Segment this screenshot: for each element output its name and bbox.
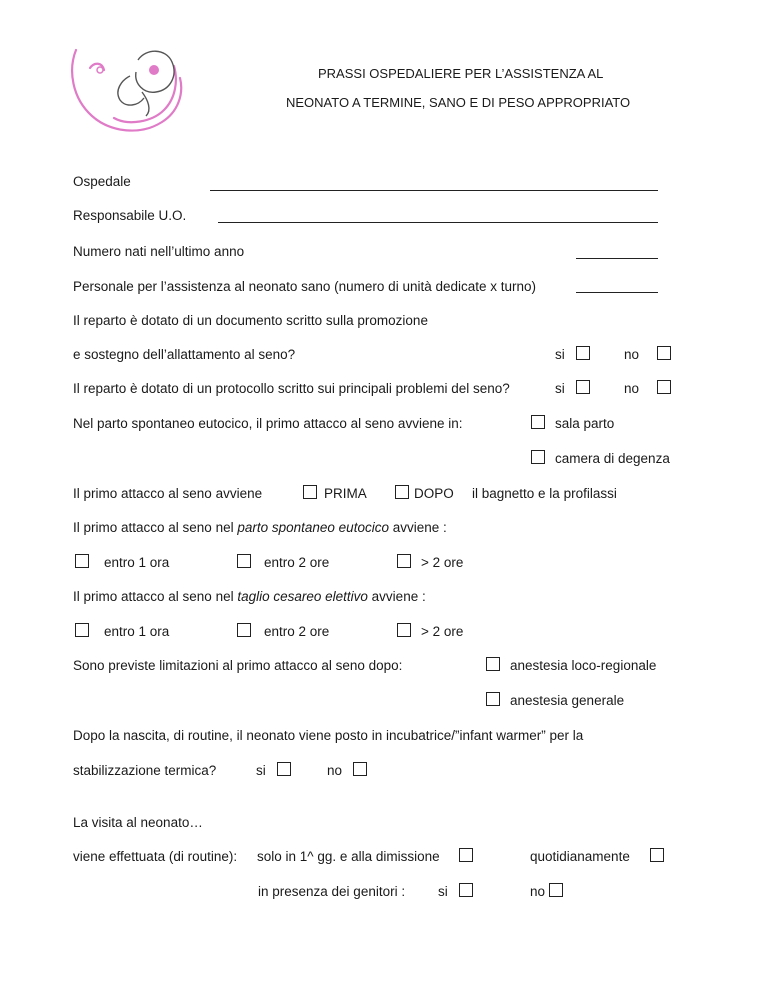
q5-italic: parto spontaneo eutocico	[237, 520, 389, 535]
q8-si-label: si	[256, 763, 266, 778]
mother-baby-logo	[66, 40, 194, 140]
numero-nati-label: Numero nati nell’ultimo anno	[73, 244, 245, 259]
q7-loco-regionale-label: anestesia loco-regionale	[510, 658, 657, 673]
q9-si-checkbox[interactable]	[459, 883, 473, 897]
q8-no-checkbox[interactable]	[353, 762, 367, 776]
q8-no-label: no	[327, 763, 343, 778]
q5-suffix: avviene :	[388, 520, 447, 535]
q7-generale-label: anestesia generale	[510, 693, 625, 708]
q6-entro-1-ora-checkbox[interactable]	[75, 623, 89, 637]
q2-si-label: si	[555, 381, 565, 396]
q6-entro-2-ore-label: entro 2 ore	[264, 624, 330, 639]
ospedale-field[interactable]	[210, 190, 658, 191]
q6-prefix: Il primo attacco al seno nel	[73, 589, 238, 604]
q9-intro: La visita al neonato…	[73, 815, 203, 830]
responsabile-label: Responsabile U.O.	[73, 208, 187, 223]
q9-genitori-label: in presenza dei genitori :	[258, 884, 406, 899]
q3-camera-degenza-label: camera di degenza	[555, 451, 670, 466]
q8-line2: stabilizzazione termica?	[73, 763, 217, 778]
q3-sala-parto-checkbox[interactable]	[531, 415, 545, 429]
q9-label: viene effettuata (di routine):	[73, 849, 238, 864]
personale-label: Personale per l’assistenza al neonato sano (numero di unità dedicate x turno)	[73, 279, 537, 294]
q5-entro-1-ora-checkbox[interactable]	[75, 554, 89, 568]
q4-dopo-label: DOPO	[414, 486, 454, 501]
q5-prefix: Il primo attacco al seno nel	[73, 520, 238, 535]
q9-si-label: si	[438, 884, 448, 899]
q2-text: Il reparto è dotato di un protocollo scritto sui principali problemi del seno?	[73, 381, 510, 396]
q5-text	[73, 520, 447, 535]
q9-opt2-label: quotidianamente	[530, 849, 630, 864]
q4-tail: il bagnetto e la profilassi	[472, 486, 617, 501]
ospedale-label: Ospedale	[73, 174, 131, 189]
q9-opt1-checkbox[interactable]	[459, 848, 473, 862]
q6-text	[73, 589, 426, 604]
q3-text: Nel parto spontaneo eutocico, il primo attacco al seno avviene in:	[73, 416, 463, 431]
q9-no-label: no	[530, 884, 546, 899]
responsabile-field[interactable]	[218, 222, 658, 223]
q6-entro-2-ore-checkbox[interactable]	[237, 623, 251, 637]
q3-camera-degenza-checkbox[interactable]	[531, 450, 545, 464]
title-line-2: NEONATO A TERMINE, SANO E DI PESO APPROPRIATO	[286, 95, 631, 110]
q7-text: Sono previste limitazioni al primo attacco al seno dopo:	[73, 658, 403, 673]
q9-opt1-label: solo in 1^ gg. e alla dimissione	[257, 849, 440, 864]
q1-si-label: si	[555, 347, 565, 362]
q7-generale-checkbox[interactable]	[486, 692, 500, 706]
q4-text: Il primo attacco al seno avviene	[73, 486, 263, 501]
q1-no-checkbox[interactable]	[657, 346, 671, 360]
q5-entro-2-ore-label: entro 2 ore	[264, 555, 330, 570]
q9-opt2-checkbox[interactable]	[650, 848, 664, 862]
title-line-1: PRASSI OSPEDALIERE PER L’ASSISTENZA AL	[318, 66, 604, 81]
q7-loco-regionale-checkbox[interactable]	[486, 657, 500, 671]
numero-nati-field[interactable]	[576, 258, 658, 259]
personale-field[interactable]	[576, 292, 658, 293]
q4-prima-checkbox[interactable]	[303, 485, 317, 499]
q6-italic: taglio cesareo elettivo	[237, 589, 368, 604]
q5-entro-2-ore-checkbox[interactable]	[237, 554, 251, 568]
q1-no-label: no	[624, 347, 640, 362]
q4-prima-label: PRIMA	[324, 486, 367, 501]
q2-no-checkbox[interactable]	[657, 380, 671, 394]
q8-line1: Dopo la nascita, di routine, il neonato viene posto in incubatrice/”infant warmer” per la	[73, 728, 584, 743]
q5-oltre-2-ore-checkbox[interactable]	[397, 554, 411, 568]
q2-si-checkbox[interactable]	[576, 380, 590, 394]
q1-line1: Il reparto è dotato di un documento scritto sulla promozione	[73, 313, 428, 328]
q5-oltre-2-ore-label: > 2 ore	[421, 555, 464, 570]
q6-oltre-2-ore-checkbox[interactable]	[397, 623, 411, 637]
q8-si-checkbox[interactable]	[277, 762, 291, 776]
q2-no-label: no	[624, 381, 640, 396]
q5-entro-1-ora-label: entro 1 ora	[104, 555, 170, 570]
q6-oltre-2-ore-label: > 2 ore	[421, 624, 464, 639]
q6-entro-1-ora-label: entro 1 ora	[104, 624, 170, 639]
q6-suffix: avviene :	[367, 589, 426, 604]
q3-sala-parto-label: sala parto	[555, 416, 615, 431]
q9-no-checkbox[interactable]	[549, 883, 563, 897]
q4-dopo-checkbox[interactable]	[395, 485, 409, 499]
q1-si-checkbox[interactable]	[576, 346, 590, 360]
q1-line2: e sostegno dell’allattamento al seno?	[73, 347, 296, 362]
